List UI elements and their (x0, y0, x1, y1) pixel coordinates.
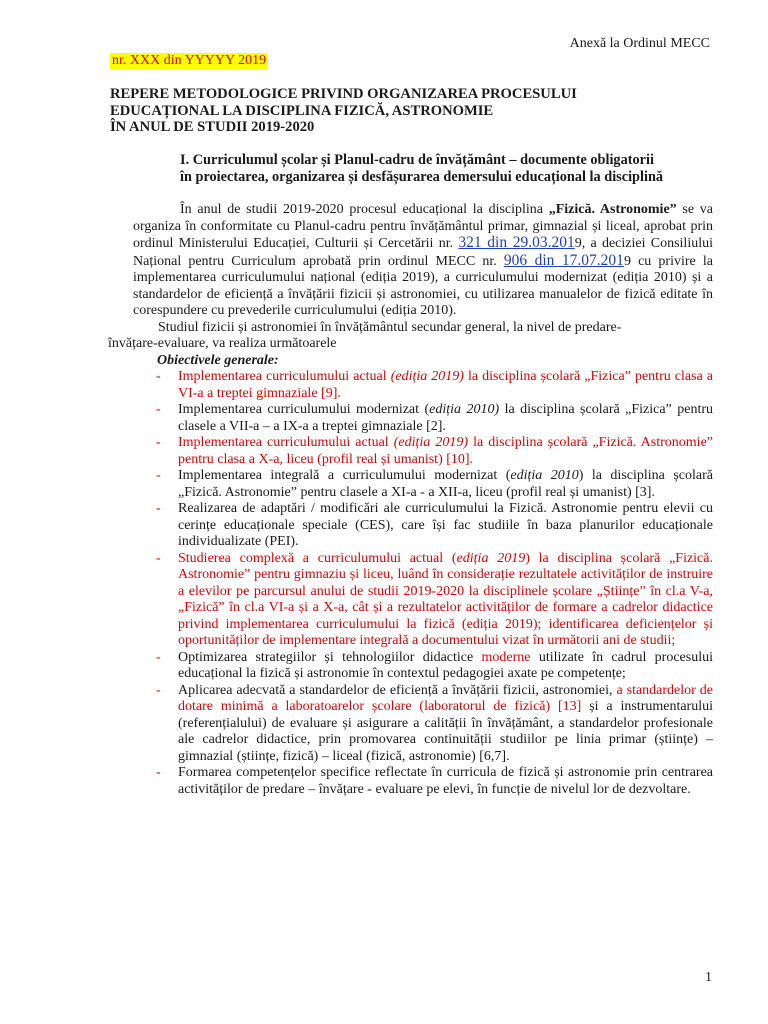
section-heading (180, 152, 720, 185)
section-heading-line-1: I. Curriculumul școlar și Planul-cadru de învățământ – documente obligatorii (180, 152, 654, 168)
objective-edition: (ediția 2019) (393, 435, 469, 450)
dash-bullet: - (156, 468, 161, 483)
document-title (110, 86, 670, 136)
objective-item (133, 501, 713, 551)
intro-text-3: 9, a deciziei Consiliului Național pentru Curriculum aprobată prin ordinul MECC nr. (133, 236, 713, 269)
objective-item (133, 402, 713, 435)
objective-item (133, 765, 713, 798)
dash-bullet: - (156, 501, 161, 516)
objective-text: la disciplina școlară „Fizică. Astronomie” pentru clasa a X-a, liceu (profil real și umanist) [10]. (178, 435, 713, 467)
annex-label: Anexă la Ordinul MECC (569, 36, 710, 51)
objective-text: Implementarea curriculumului actual (178, 369, 391, 384)
study-line-1: Studiul fizicii și astronomiei în învățământul secundar general, la nivel de predare- (158, 319, 622, 335)
objective-edition: ediția 2010) (429, 402, 500, 417)
dash-bullet: - (156, 402, 161, 417)
title-line-2: EDUCAȚIONAL LA DISCIPLINA FIZICĂ, ASTRONOMIE (110, 102, 494, 119)
intro-text-1: În anul de studii 2019-2020 procesul educațional la disciplina (180, 202, 549, 217)
dash-bullet: - (156, 649, 161, 665)
document-body (108, 202, 714, 798)
objective-highlight: moderne (481, 649, 531, 665)
dash-bullet: - (156, 765, 161, 780)
study-line-2: învățare-evaluare, va realiza următoarele (108, 336, 337, 351)
objective-text: Implementarea integrală a curriculumului modernizat ( (178, 468, 511, 483)
objective-text: Aplicarea adecvată a standardelor de eficiență a învățării fizicii, astronomiei, (178, 682, 617, 698)
order-reference: nr. XXX din YYYYY 2019 (112, 53, 267, 68)
title-line-1: REPERE METODOLOGICE PRIVIND ORGANIZAREA PROCESULUI (110, 86, 577, 102)
objective-text: Realizarea de adaptări / modificări ale curriculumului la Fizică. Astronomie pentru elevii cu cerințe educaționale speciale (CES), care își fac studiile în baza planurilor educaționale individualizate (PEI). (178, 501, 713, 549)
title-line-3: ÎN ANUL DE STUDII 2019-2020 (110, 119, 315, 135)
objective-item (133, 369, 713, 402)
objective-text: Implementarea curriculumului modernizat ( (178, 402, 430, 417)
objective-text: ) la disciplina școlară „Fizică. Astronomie” pentru clasele a XI-a - a XII-a, liceu (profil real și umanist) [3]. (178, 468, 713, 500)
objective-highlight: a standardelor de dotare minimă a laboratoarelor școlare (laboratorul de fizică) [13] (178, 682, 714, 714)
objective-text: ) la disciplina școlară „Fizică. Astronomie” pentru gimnaziu și liceu, luând în considerație rezultatele activităților de instruire a elevilor pe parcursul anului de studii 2019-2020 la disciplinele școlare „Științe” în cl.a V-a, „Fizică” în cl.a VI-a și a X-a, cât și a rezultatelor activităților de formare a cadrelor didactice privind implementarea curriculumului la fizică (ediția 2019); identificarea deficiențelor și oportunităților de implementare integrală a documentului vizat în următorii ani de studii; (178, 550, 713, 648)
section-heading-line-2: în proiectarea, organizarea și desfășurarea demersului educațional la disciplină (180, 168, 664, 185)
order-321-link[interactable]: 321 din 29.03.201 (458, 234, 575, 251)
objective-item (133, 435, 713, 468)
dash-bullet: - (156, 435, 161, 450)
intro-text-4: 9 cu privire la implementarea curriculumului național (ediția 2019), a curriculumului modernizat (ediția 2010) și a standardelor de eficiență a învățării fizicii și astronomiei, cu utilizarea manualelor de fizică editate în corespundere cu prevederile curriculumului (ediția 2010). (133, 253, 713, 318)
objective-edition: ediția 2010 (510, 468, 579, 483)
objectives-heading: Obiectivele generale: (157, 352, 279, 368)
objectives-list (133, 369, 713, 798)
order-906-link[interactable]: 906 din 17.07.201 (503, 251, 624, 269)
objective-item (133, 683, 713, 766)
dash-bullet: - (156, 550, 161, 566)
objective-text: Formarea competențelor specifice reflectate în curricula de fizică și astronomie prin centrarea activităților de predare – învățare - evaluare pe elevi, în funcție de nivelul lor de dezvoltare. (178, 765, 713, 797)
dash-bullet: - (156, 682, 161, 698)
objective-text: și a instrumentarului (referențialului) de evaluare și asigurare a calității în învățământ, a standardelor profesionale ale cadrelor didactice, prin promovarea continuității studiilor pe linia primar (științe) – gimnazial (științe, fizică) – liceal (fizică, astronomie) [6,7]. (178, 699, 714, 764)
objective-text: Optimizarea strategiilor și tehnologiilor didactice (178, 649, 482, 665)
subject-name: „Fizică. Astronomie” (548, 202, 677, 217)
objective-item (133, 468, 713, 501)
page-number: 1 (705, 970, 712, 985)
objective-text: la disciplina școlară „Fizica” pentru clasele a VII-a – a IX-a a treptei gimnaziale [2]. (178, 402, 713, 434)
study-paragraph (108, 319, 713, 353)
objective-text: Implementarea curriculumului actual (178, 435, 394, 450)
dash-bullet: - (156, 369, 161, 384)
intro-text-2: se va organiza în conformitate cu Planul-cadru pentru învățământul primar, gimnazial și liceal, aprobat prin ordinul Ministerului Educației, Culturii și Cercetării nr. (133, 202, 713, 251)
objective-text: utilizate în cadrul procesului educațional la fizică și astronomie în contextul pedagogiei axate pe competențe; (178, 649, 713, 681)
objective-item (133, 650, 713, 683)
objective-text: Studierea complexă a curriculumului actual ( (178, 550, 457, 566)
objective-edition: ediția 2019 (456, 550, 526, 566)
objective-text: la disciplina școlară „Fizica” pentru clasa a VI-a a treptei gimnaziale [9]. (178, 369, 713, 401)
objective-edition: (ediția 2019) (390, 369, 464, 384)
objective-item (133, 551, 713, 650)
intro-paragraph (133, 202, 713, 320)
